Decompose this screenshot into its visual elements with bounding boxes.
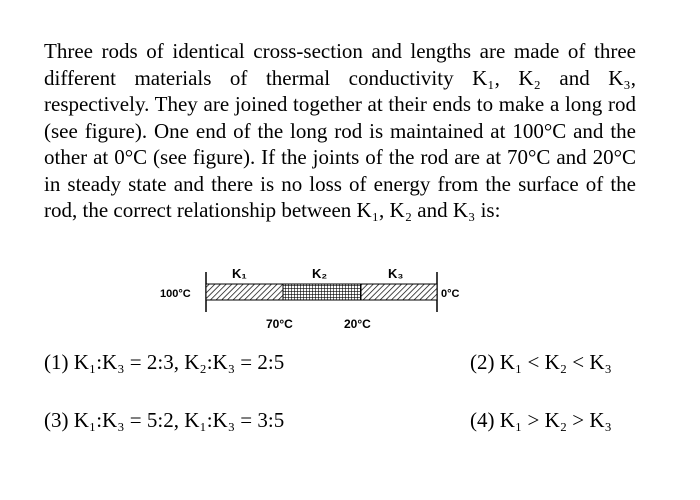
label-k1: K₁: [232, 266, 247, 281]
label-k3: K₃: [388, 266, 404, 281]
right-temperature: 0°C: [441, 288, 460, 300]
option-1: (1) K₁:K₃ = 2:3, K₂:K₃ = 2:5: [44, 350, 285, 374]
rod-k1: [206, 284, 283, 300]
question-text: Three rods of identical cross-section and lengths are made of three different materials of thermal conductivity K₁, K₂ and K₃, respectively. They are joined together at their ends to make a long rod (see figure). One end of the long rod is maintained at 100°C and the other at 0°C (see figure). If the joints of the rod are at 70°C and 20°C in steady state and there is no loss of energy from the surface of the rod, the correct relationship between K₁, K₂ and K₃ is:: [44, 39, 636, 222]
rod-k3: [361, 284, 437, 300]
left-temperature: 100°C: [160, 288, 191, 300]
option-2: (2) K₁ < K₂ < K₃: [470, 350, 612, 374]
option-4: (4) K₁ > K₂ > K₃: [470, 408, 612, 432]
joint1-temperature: 70°C: [266, 317, 293, 331]
joint2-temperature: 20°C: [344, 317, 371, 331]
label-k2: K₂: [312, 266, 328, 281]
rod-diagram: [150, 258, 480, 338]
rod-k2: [283, 284, 361, 300]
option-3: (3) K₁:K₃ = 5:2, K₁:K₃ = 3:5: [44, 408, 285, 432]
